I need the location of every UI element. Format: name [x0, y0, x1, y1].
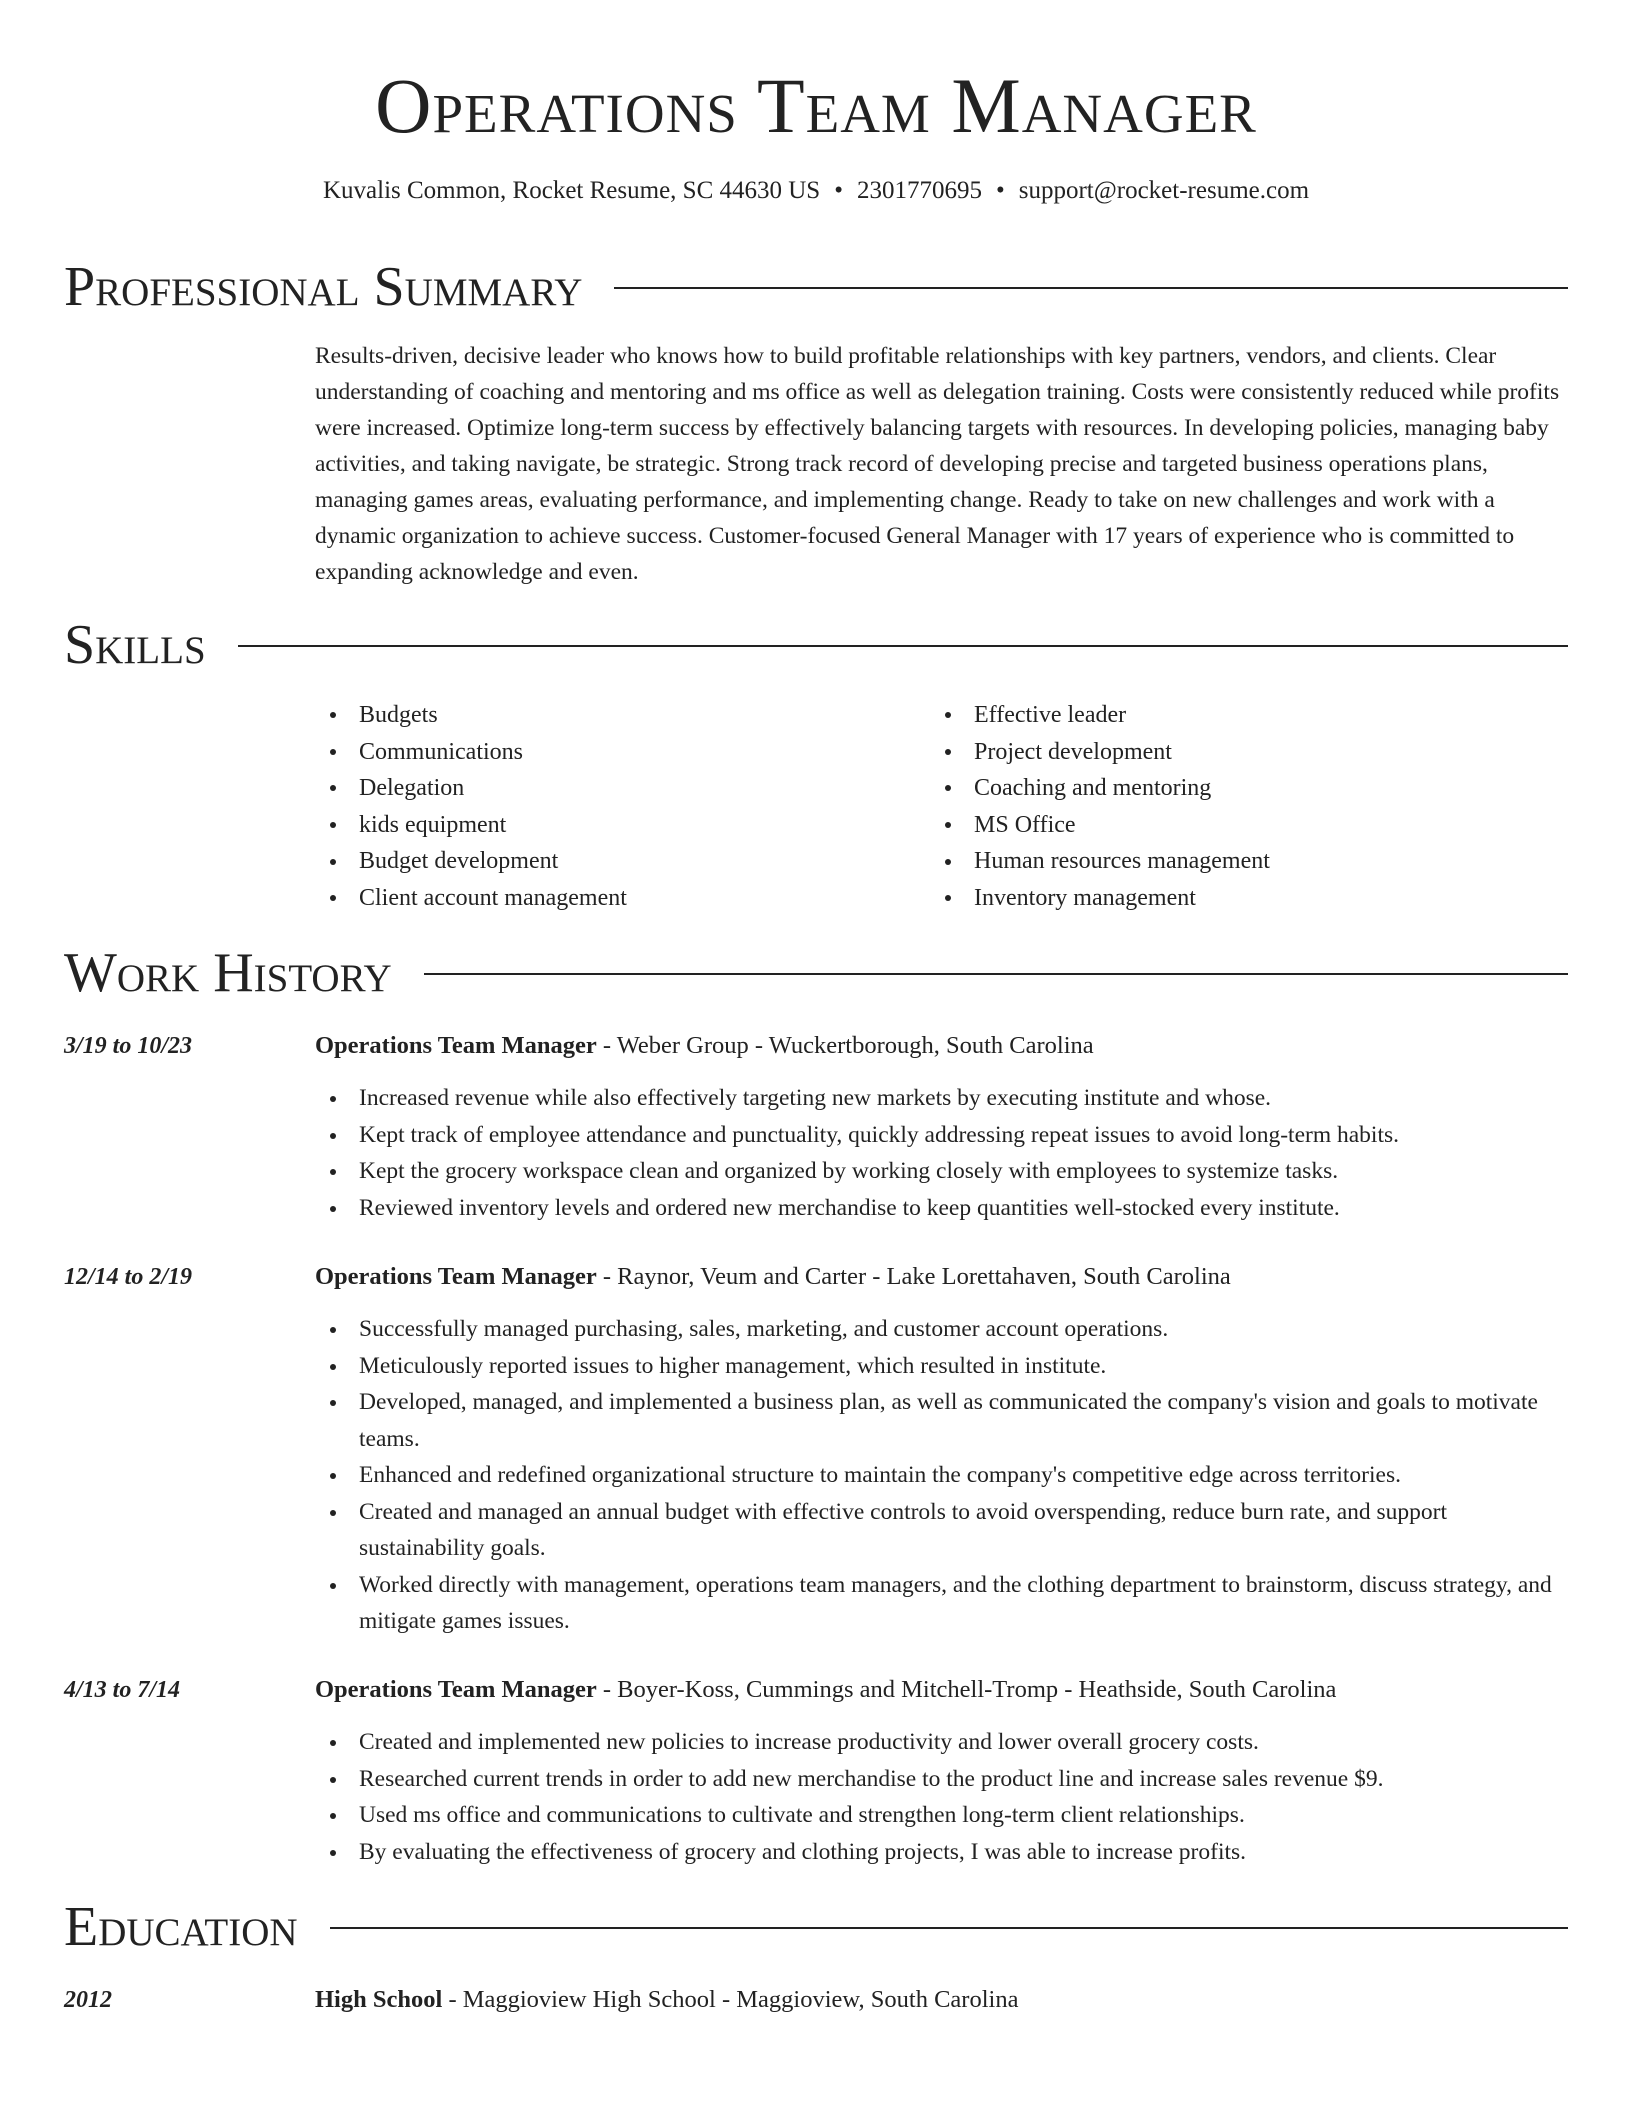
education-section-header [64, 1897, 1568, 1957]
job-duties [315, 1080, 1568, 1226]
duty-item: Created and implemented new policies to increase productivity and lower overall grocery costs. [315, 1724, 1568, 1761]
skill-item: Coaching and mentoring [930, 770, 1530, 807]
duty-item: Meticulously reported issues to higher management, which resulted in institute. [315, 1348, 1568, 1385]
skills-list-left [315, 697, 915, 917]
contact-separator: • [995, 177, 1005, 204]
skill-item: Delegation [315, 770, 915, 807]
job-duties [315, 1724, 1568, 1870]
skill-item: Inventory management [930, 880, 1530, 917]
job-employer-location: - Weber Group - Wuckertborough, South Carolina [596, 1032, 1094, 1059]
skill-item: kids equipment [315, 807, 915, 844]
work-section-title: Work History [64, 942, 392, 1004]
skill-item: Client account management [315, 880, 915, 917]
skills-list-right [930, 697, 1530, 917]
work-section-header [64, 943, 1568, 1003]
section-divider [424, 973, 1568, 975]
summary-text: Results-driven, decisive leader who knows how to build profitable relationships with key partners, vendors, and clients. Clear understanding of coaching and mentoring and ms office as well as delegation training. Costs were consistently reduced while profits were increased. Optimize long-term success by effectively balancing targets with resources. In developing policies, managing baby activities, and taking navigate, be strategic. Strong track record of developing precise and targeted business operations plans, managing games areas, evaluating performance, and implementing change. Ready to take on new challenges and work with a dynamic organization to achieve success. Customer-focused General Manager with 17 years of experience who is committed to expanding acknowledge and even. [315, 343, 1560, 585]
duty-item: Enhanced and redefined organizational structure to maintain the company's competitive edge across territories. [315, 1457, 1568, 1494]
education-heading [315, 1983, 1568, 2017]
duty-item: Developed, managed, and implemented a business plan, as well as communicated the company's vision and goals to motivate teams. [315, 1384, 1568, 1457]
contact-line [0, 174, 1632, 208]
duty-item: Kept track of employee attendance and punctuality, quickly addressing repeat issues to avoid long-term habits. [315, 1117, 1568, 1154]
skill-item: Budgets [315, 697, 915, 734]
job-employer-location: - Raynor, Veum and Carter - Lake Lorettahaven, South Carolina [596, 1263, 1231, 1290]
contact-separator: • [834, 177, 843, 204]
skill-item: MS Office [930, 807, 1530, 844]
contact-phone: 2301770695 [856, 177, 982, 204]
skill-item: Project development [930, 734, 1530, 771]
section-divider [330, 1927, 1568, 1929]
duty-item: Successfully managed purchasing, sales, marketing, and customer account operations. [315, 1311, 1568, 1348]
summary-block [315, 338, 1568, 590]
job-heading [315, 1673, 1568, 1707]
job-dates: 12/14 to 2/19 [64, 1264, 193, 1290]
job-dates: 3/19 to 10/23 [64, 1033, 193, 1059]
skill-item: Human resources management [930, 843, 1530, 880]
education-degree: High School [315, 1986, 443, 2013]
education-section-title: Education [64, 1896, 298, 1958]
skill-item: Effective leader [930, 697, 1530, 734]
job-heading [315, 1029, 1568, 1063]
contact-email[interactable]: support@rocket-resume.com [1018, 177, 1310, 204]
job-duties [315, 1311, 1568, 1640]
section-divider [614, 287, 1568, 289]
summary-section-header [64, 257, 1568, 317]
candidate-name: Operations Team Manager [375, 62, 1257, 149]
duty-item: Researched current trends in order to add new merchandise to the product line and increase sales revenue $9. [315, 1761, 1568, 1798]
duty-item: Increased revenue while also effectively targeting new markets by executing institute and whose. [315, 1080, 1568, 1117]
job-heading [315, 1260, 1568, 1294]
skill-item: Communications [315, 734, 915, 771]
skills-section-header [64, 615, 1568, 675]
contact-address: Kuvalis Common, Rocket Resume, SC 44630 US [322, 177, 821, 204]
duty-item: Kept the grocery workspace clean and organized by working closely with employees to systemize tasks. [315, 1153, 1568, 1190]
section-divider [238, 645, 1568, 647]
skill-item: Budget development [315, 843, 915, 880]
job-employer-location: - Boyer-Koss, Cummings and Mitchell-Tromp - Heathside, South Carolina [596, 1676, 1337, 1703]
duty-item: Reviewed inventory levels and ordered new merchandise to keep quantities well-stocked every institute. [315, 1190, 1568, 1227]
skills-section-title: Skills [64, 614, 206, 676]
education-year: 2012 [64, 1987, 112, 2013]
duty-item: Used ms office and communications to cultivate and strengthen long-term client relationships. [315, 1797, 1568, 1834]
duty-item: Created and managed an annual budget with effective controls to avoid overspending, reduce burn rate, and support sustainability goals. [315, 1494, 1568, 1567]
job-title: Operations Team Manager [315, 1676, 597, 1703]
education-school-location: - Maggioview High School - Maggioview, South Carolina [442, 1986, 1019, 2013]
job-title: Operations Team Manager [315, 1032, 597, 1059]
duty-item: By evaluating the effectiveness of grocery and clothing projects, I was able to increase profits. [315, 1834, 1568, 1871]
job-title: Operations Team Manager [315, 1263, 597, 1290]
job-dates: 4/13 to 7/14 [64, 1677, 181, 1703]
summary-section-title: Professional Summary [64, 256, 583, 318]
duty-item: Worked directly with management, operations team managers, and the clothing department to brainstorm, discuss strategy, and mitigate games issues. [315, 1567, 1568, 1640]
